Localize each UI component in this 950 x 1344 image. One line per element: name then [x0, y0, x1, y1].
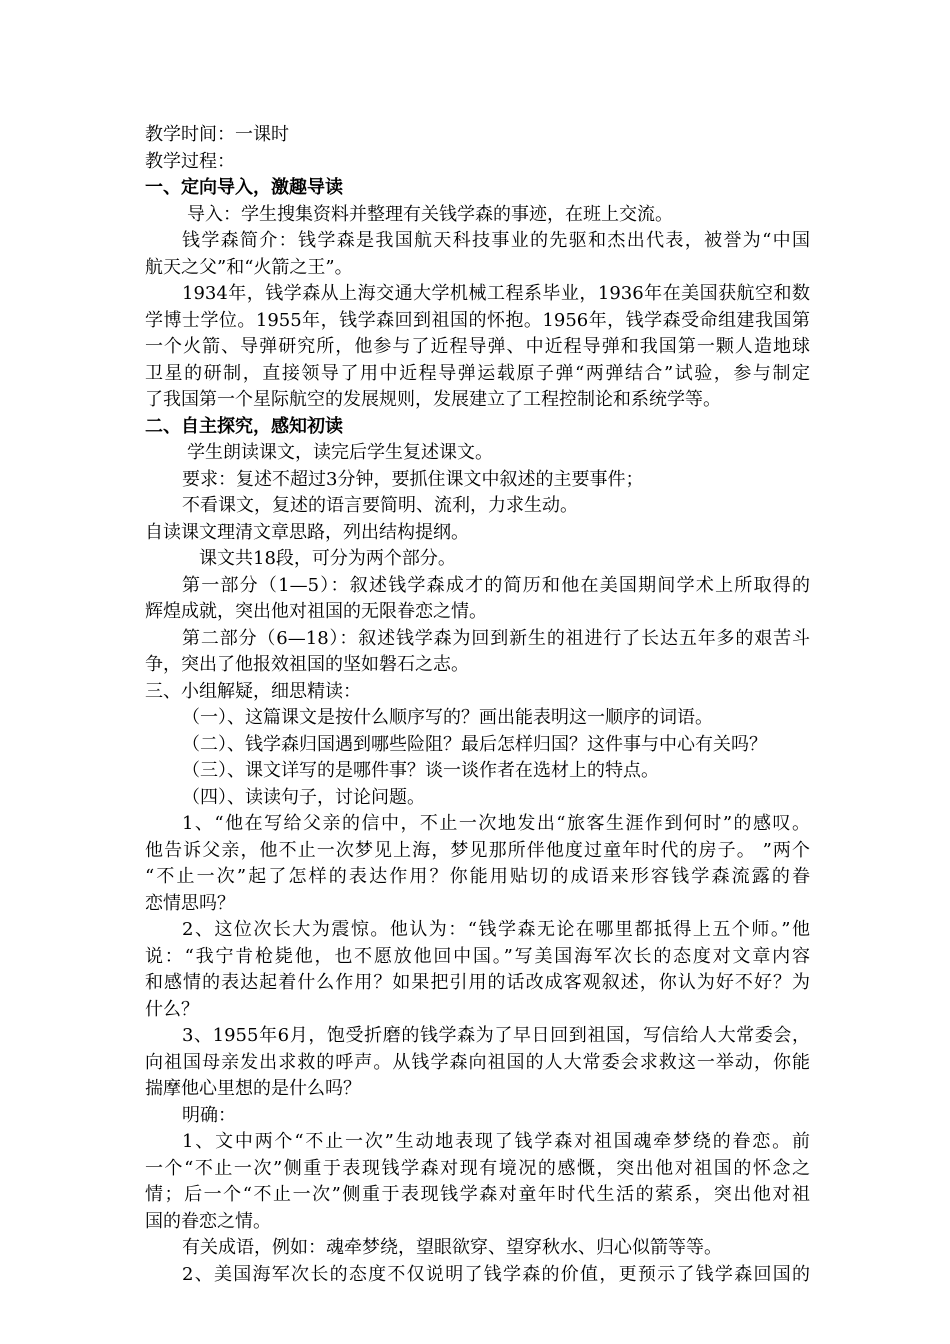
text-line: 不看课文，复述的语言要简明、流利，力求生动。: [182, 495, 578, 516]
text-line: 课文共18段，可分为两个部分。: [199, 548, 456, 569]
text-line: 学博士学位。1955年，钱学森回到祖国的怀抱。1956年，钱学森受命组建我国第: [145, 309, 810, 331]
text-line: （一）、这篇课文是按什么顺序写的？画出能表明这一顺序的词语。: [182, 707, 713, 728]
text-line: 钱学森简介：钱学森是我国航天科技事业的先驱和杰出代表，被誉为“中国: [182, 230, 810, 251]
text-line: 教学时间：一课时: [145, 124, 289, 145]
text-line: 第一部分（1—5）：叙述钱学森成才的简历和他在美国期间学术上所取得的: [182, 574, 810, 596]
text-line: 一个“不止一次”侧重于表现钱学森对现有境况的感慨，突出他对祖国的怀念之: [145, 1157, 810, 1179]
text-line: 自读课文理清文章思路，列出结构提纲。: [145, 521, 469, 543]
text-line: 他告诉父亲，他不止一次梦见上海，梦见那所伴他度过童年时代的房子。 ”两个: [145, 839, 810, 861]
text-line: 1、“他在写给父亲的信中，不止一次地发出“旅客生涯作到何时”的感叹。: [182, 813, 810, 834]
text-line: 第二部分（6—18）：叙述钱学森为回到新生的祖进行了长达五年多的艰苦斗: [182, 627, 810, 649]
text-line: 争，突出了他报效祖国的坚如磐石之志。: [145, 654, 469, 675]
section-heading: 一、定向导入，激趣导读: [145, 177, 343, 198]
text-line: 3、1955年6月，饱受折磨的钱学森为了早日回到祖国，写信给人大常委会，: [182, 1025, 810, 1046]
text-line: 什么？: [145, 998, 199, 1020]
text-line: 国的眷恋之情。: [145, 1210, 271, 1232]
document-body: [145, 122, 810, 1288]
text-line: 航天之父”和“火箭之王”。: [145, 256, 353, 278]
text-line: 一个火箭、导弹研究所，他参与了近程导弹、中近程导弹和我国第一颗人造地球: [145, 336, 810, 357]
text-line: 和感情的表达起着什么作用？如果把引用的话改成客观叙述，你认为好不好？为: [145, 972, 810, 993]
text-line: 教学过程：: [145, 150, 235, 172]
section-heading: 二、自主探究，感知初读: [145, 415, 343, 437]
text-line: 1、文中两个“不止一次”生动地表现了钱学森对祖国魂牵梦绕的眷恋。前: [182, 1131, 810, 1152]
text-line: 辉煌成就，突出他对祖国的无限眷恋之情。: [145, 601, 487, 622]
text-line: 学生朗读课文，读完后学生复述课文。: [187, 442, 493, 463]
text-line: 三、小组解疑，细思精读：: [145, 680, 361, 702]
text-line: （二）、钱学森归国遇到哪些险阻？最后怎样归国？这件事与中心有关吗？: [182, 733, 767, 755]
text-line: 了我国第一个星际航空的发展规则，发展建立了工程控制论和系统学等。: [145, 389, 721, 410]
text-line: 导入：学生搜集资料并整理有关钱学森的事迹，在班上交流。: [187, 203, 673, 225]
text-line: 要求：复述不超过3分钟，要抓住课文中叙述的主要事件；: [182, 468, 644, 490]
text-line: 向祖国母亲发出求救的呼声。从钱学森向祖国的人大常委会求救这一举动，你能: [145, 1051, 810, 1073]
text-line: 有关成语，例如：魂牵梦绕，望眼欲穿、望穿秋水、归心似箭等等。: [182, 1237, 722, 1258]
text-line: （四）、读读句子，讨论问题。: [182, 786, 425, 808]
text-line: 说：“我宁肯枪毙他，也不愿放他回中国。”写美国海军次长的态度对文章内容: [145, 945, 810, 967]
text-line: 1934年，钱学森从上海交通大学机械工程系毕业，1936年在美国获航空和数: [182, 283, 810, 304]
text-line: 情；后一个“不止一次”侧重于表现钱学森对童年时代生活的萦系，突出他对祖: [145, 1184, 810, 1205]
text-line: 2、美国海军次长的态度不仅说明了钱学森的价值，更预示了钱学森回国的: [182, 1263, 810, 1285]
text-line: 2、这位次长大为震惊。他认为：“钱学森无论在哪里都抵得上五个师。”他: [182, 919, 810, 940]
text-line: 卫星的研制，直接领导了用中近程导弹运载原子弹“两弹结合”试验，参与制定: [145, 362, 810, 384]
text-line: 明确：: [182, 1104, 236, 1126]
text-line: 恋情思吗？: [145, 892, 235, 914]
text-line: （三）、课文详写的是哪件事？谈一谈作者在选材上的特点。: [182, 760, 659, 781]
text-line: 揣摩他心里想的是什么吗？: [145, 1078, 361, 1099]
text-line: “不止一次”起了怎样的表达作用？你能用贴切的成语来形容钱学森流露的眷: [145, 866, 810, 887]
